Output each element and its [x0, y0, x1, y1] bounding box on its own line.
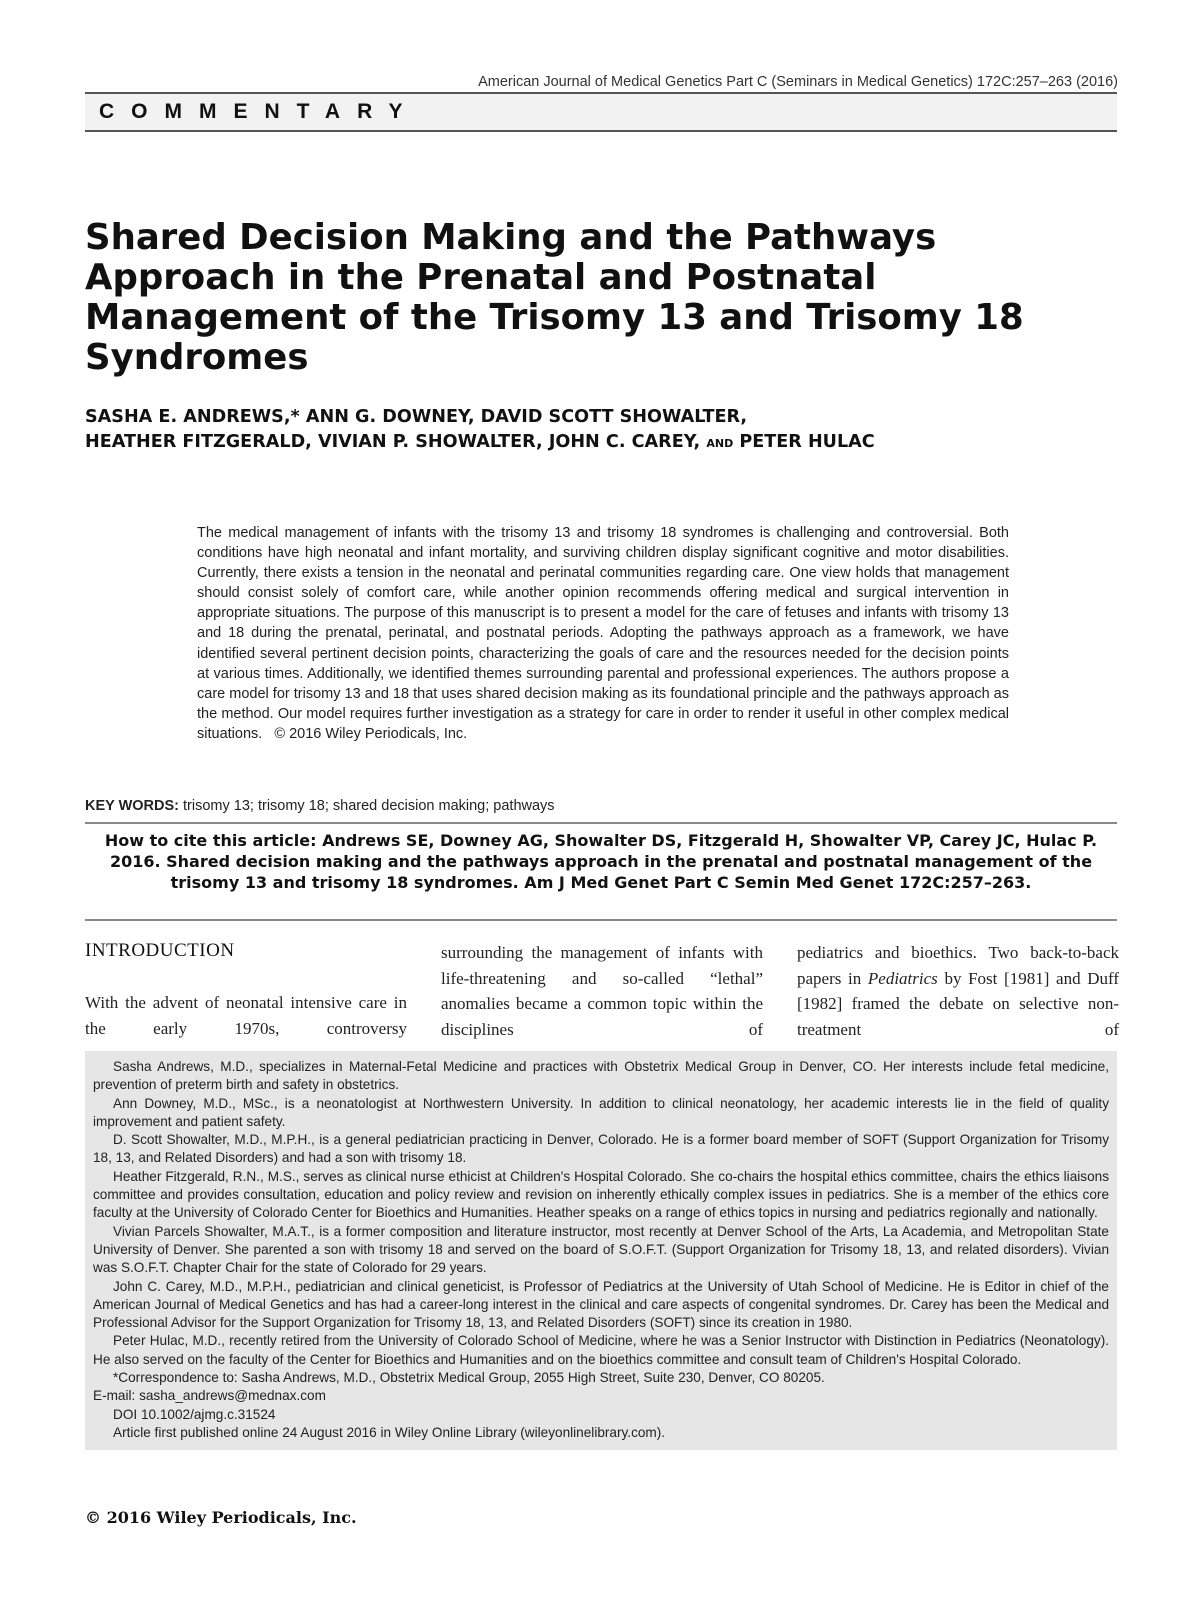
- author-bios-box: [85, 1051, 1117, 1450]
- section-label-bar: [85, 92, 1117, 132]
- authors-and: and: [706, 433, 734, 451]
- authors-line-2b: PETER HULAC: [733, 432, 875, 452]
- divider-bottom: [85, 919, 1117, 921]
- bio-showalter-v: Vivian Parcels Showalter, M.A.T., is a former composition and literature instructor, most recently at Denver School of the Arts, La Academia, and Metropolitan State University of Denver. She parented a son with trisomy 18 and served on the board of S.O.F.T. (Support Organization for Trisomy 18, 13, and related disorders). Vivian was S.O.F.T. Chapter Chair for the state of Colorado for 29 years.: [93, 1223, 1109, 1276]
- author-list: [85, 405, 1115, 455]
- abstract-text: The medical management of infants with the trisomy 13 and trisomy 18 syndromes is challenging and controversial. Both conditions have high neonatal and infant mortality, and surviving children display significant cognitive and motor disabilities. Currently, there exists a tension in the neonatal and perinatal communities regarding care. One view holds that management should consist solely of comfort care, while another opinion recommends offering medical and surgical intervention in appropriate situations. The purpose of this manuscript is to present a model for the care of fetuses and infants with trisomy 13 and 18 during the prenatal, perinatal, and postnatal periods. Adopting the pathways approach as a framework, we have identified several pertinent decision points, characterizing the goals of care and the resources needed for the decision points at various times. Additionally, we identified themes surrounding parental and professional experiences. The authors propose a care model for trisomy 13 and 18 that uses shared decision making as its foundational principle and the pathways approach as the method. Our model requires further investigation as a strategy for care in order to render it useful in other complex medical situations.: [197, 525, 1009, 742]
- body-column-2: surrounding the management of infants with life-threatening and so-called “lethal” anomalies became a common topic within the disciplines of: [441, 943, 763, 1039]
- bio-fitzgerald: Heather Fitzgerald, R.N., M.S., serves as clinical nurse ethicist at Children's Hospital Colorado. She co-chairs the hospital ethics committee, chairs the ethics liaisons committee and provides consultation, education and policy review and revision on inherently ethically complex issues in pediatrics. She is a member of the ethics core faculty at the University of Colorado Center for Bioethics and Humanities. Heather speaks on a range of ethics topics in nursing and pediatrics regionally and nationally.: [93, 1168, 1109, 1221]
- col3-text-b: by Fost [1981] and Duff [1982] framed the debate on selective non-treatment of: [797, 968, 1120, 1039]
- bio-showalter-d: D. Scott Showalter, M.D., M.P.H., is a general pediatrician practicing in Denver, Colorado. He is a former board member of SOFT (Support Organization for Trisomy 18, 13, and Related Disorders) and had a son with trisomy 18.: [93, 1132, 1109, 1166]
- introduction-heading: INTRODUCTION: [85, 940, 235, 961]
- keywords-label: KEY WORDS:: [85, 798, 179, 814]
- col3-journal-name: Pediatrics: [867, 968, 938, 988]
- doi: DOI 10.1002/ajmg.c.31524: [113, 1406, 276, 1422]
- bio-andrews: Sasha Andrews, M.D., specializes in Maternal-Fetal Medicine and practices with Obstetrix Medical Group in Denver, CO. Her interests include fetal medicine, prevention of preterm birth and safety in obstetrics.: [93, 1059, 1109, 1093]
- authors-line-2a: HEATHER FITZGERALD, VIVIAN P. SHOWALTER, JOHN C. CAREY,: [85, 432, 707, 452]
- article-title: Shared Decision Making and the Pathways Approach in the Prenatal and Postnatal Management of the Trisomy 13 and Trisomy 18 Syndromes: [85, 217, 1024, 378]
- divider-top: [85, 822, 1117, 824]
- correspondence-email: E-mail: sasha_andrews@mednax.com: [93, 1388, 326, 1404]
- journal-citation-header: American Journal of Medical Genetics Part C (Seminars in Medical Genetics) 172C:257–263 (2016): [478, 74, 1118, 90]
- authors-line-1: SASHA E. ANDREWS,* ANN G. DOWNEY, DAVID SCOTT SHOWALTER,: [85, 407, 748, 427]
- keywords-list: trisomy 13; trisomy 18; shared decision making; pathways: [179, 798, 555, 814]
- abstract: [197, 523, 1009, 744]
- how-to-cite: How to cite this article: Andrews SE, Downey AG, Showalter DS, Fitzgerald H, Showalter VP, Carey JC, Hulac P. 2016. Shared decision making and the pathways approach in the prenatal and postnatal management of the trisomy 13 and trisomy 18 syndromes. Am J Med Genet Part C Semin Med Genet 172C:257–263.: [104, 831, 1098, 892]
- section-label: COMMENTARY: [99, 100, 420, 123]
- correspondence: *Correspondence to: Sasha Andrews, M.D., Obstetrix Medical Group, 2055 High Street, Suite 230, Denver, CO 80205.: [113, 1370, 825, 1386]
- bio-carey: John C. Carey, M.D., M.P.H., pediatrician and clinical geneticist, is Professor of Pediatrics at the University of Utah School of Medicine. He is Editor in chief of the American Journal of Medical Genetics and has had a career-long interest in the clinical and care aspects of congenital syndromes. Dr. Carey has been the Medical and Professional Advisor for the Support Organization for Trisomy 18, 13, and Related Disorders (SOFT) since its creation in 1980.: [93, 1278, 1109, 1331]
- col3-text-a: pediatrics and bioethics. Two back-to-back papers in: [797, 943, 1119, 988]
- abstract-copyright: © 2016 Wiley Periodicals, Inc.: [274, 725, 468, 742]
- publication-note: Article first published online 24 August 2016 in Wiley Online Library (wileyonlinelibrary.com).: [113, 1424, 666, 1440]
- bio-hulac: Peter Hulac, M.D., recently retired from the University of Colorado School of Medicine, where he was a Senior Instructor with Distinction in Pediatrics (Neonatology). He also served on the faculty of the Center for Bioethics and Humanities and on the bioethics committee and consult team of Children's Hospital Colorado.: [93, 1333, 1109, 1367]
- footer-copyright: © 2016 Wiley Periodicals, Inc.: [85, 1508, 357, 1527]
- keywords: [85, 798, 1115, 814]
- body-column-1: With the advent of neonatal intensive care in the early 1970s, controversy: [85, 993, 407, 1038]
- body-column-3: [797, 940, 1119, 1042]
- bio-downey: Ann Downey, M.D., MSc., is a neonatologist at Northwestern University. In addition to clinical neonatology, her academic interests lie in the field of quality improvement and patient safety.: [93, 1095, 1109, 1129]
